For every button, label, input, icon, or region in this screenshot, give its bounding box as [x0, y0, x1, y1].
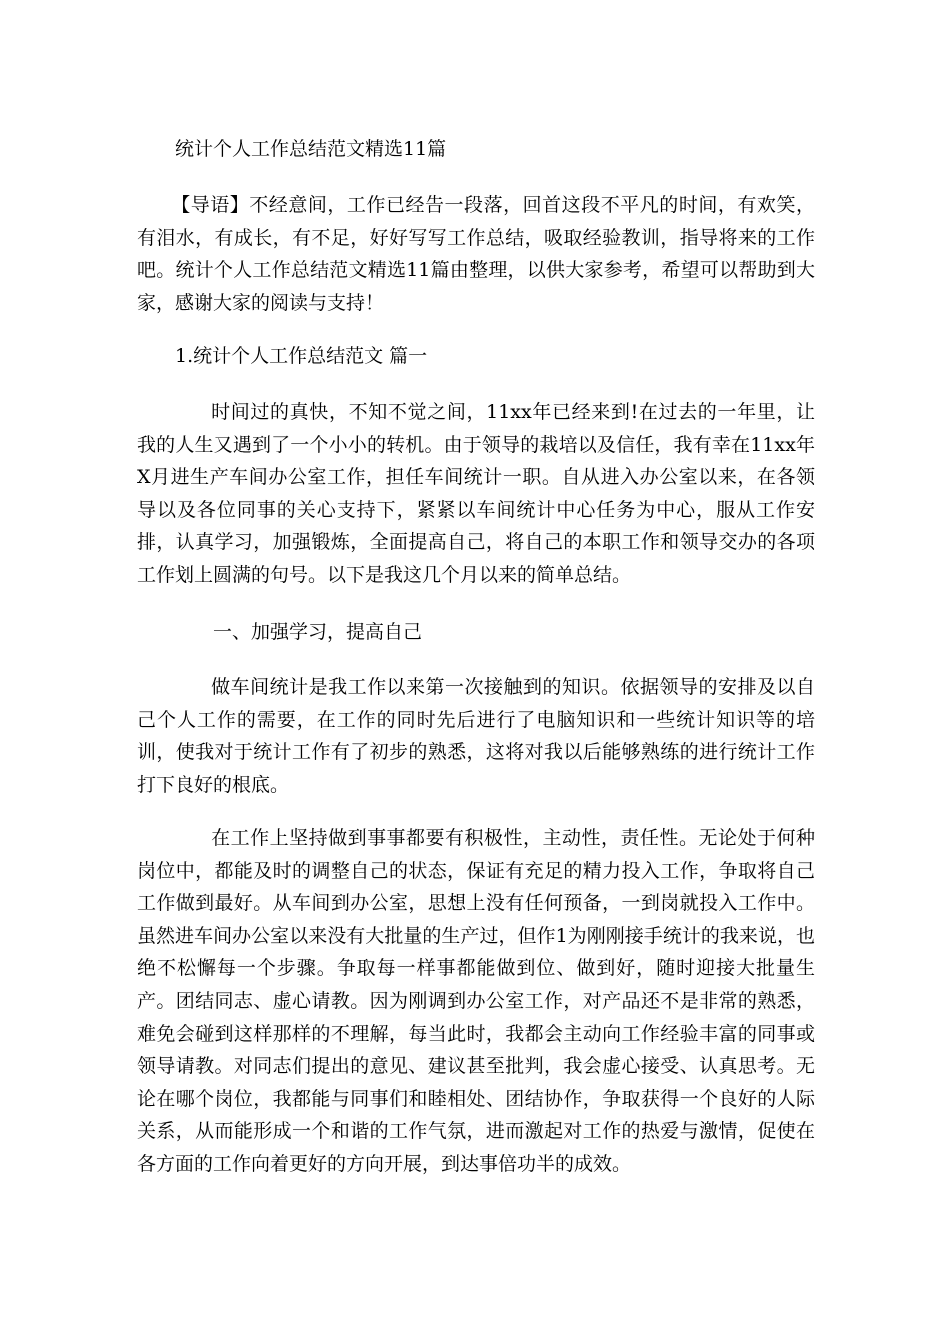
document-title: 统计个人工作总结范文精选11篇: [175, 138, 447, 160]
intro-paragraph: 【导语】不经意间，工作已经告一段落，回首这段不平凡的时间，有欢笑，有泪水，有成长，有不足，好好写写工作总结，吸取经验教训，指导将来的工作吧。统计个人工作总结范文精选11篇由整理，以供大家参考，希望可以帮助到大家，感谢大家的阅读与支持！: [137, 194, 815, 314]
body-paragraph: 在工作上坚持做到事事都要有积极性，主动性，责任性。无论处于何种岗位中，都能及时的调整自己的状态，保证有充足的精力投入工作，争取将自己工作做到最好。从车间到办公室，思想上没有任何预备，一到岗就投入工作中。虽然进车间办公室以来没有大批量的生产过，但作1为刚刚接手统计的我来说，也绝不松懈每一个步骤。争取每一样事都能做到位、做到好，随时迎接大批量生产。团结同志、虚心请教。因为刚调到办公室工作，对产品还不是非常的熟悉，难免会碰到这样那样的不理解，每当此时，我都会主动向工作经验丰富的同事或领导请教。对同志们提出的意见、建议甚至批判，我会虚心接受、认真思考。无论在哪个岗位，我都能与同事们和睦相处、团结协作，争取获得一个良好的人际关系，从而能形成一个和谐的工作气氛，进而激起对工作的热爱与激情，促使在各方面的工作向着更好的方向开展，到达事倍功半的成效。: [137, 827, 815, 1175]
section-heading: 1.统计个人工作总结范文 篇一: [175, 345, 428, 367]
body-paragraph: 做车间统计是我工作以来第一次接触到的知识。依据领导的安排及以自己个人工作的需要，在工作的同时先后进行了电脑知识和一些统计知识等的培训，使我对于统计工作有了初步的熟悉，这将对我以后能够熟练的进行统计工作打下良好的根底。: [137, 676, 815, 796]
subsection-heading: 一、加强学习，提高自己: [213, 621, 423, 643]
body-paragraph: 时间过的真快，不知不觉之间，11xx年已经来到!在过去的一年里，让我的人生又遇到了一个小小的转机。由于领导的栽培以及信任，我有幸在11xx年X月进生产车间办公室工作，担任车间统计一职。自从进入办公室以来，在各领导以及各位同事的关心支持下，紧紧以车间统计中心任务为中心，服从工作安排，认真学习，加强锻炼，全面提高自己，将自己的本职工作和领导交办的各项工作划上圆满的句号。以下是我这几个月以来的简单总结。: [137, 401, 815, 586]
